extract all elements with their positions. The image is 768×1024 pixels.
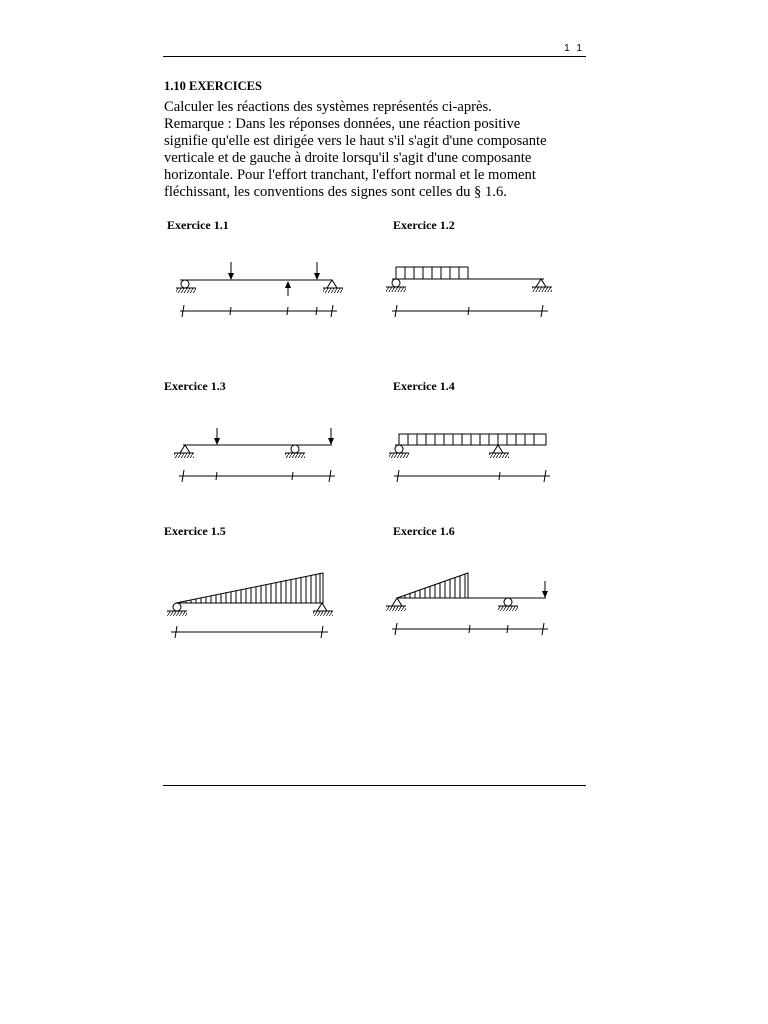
roller-support bbox=[181, 280, 189, 288]
exercise-1-1-diagram bbox=[176, 262, 343, 317]
pin-support bbox=[180, 445, 190, 453]
ground-hatch bbox=[532, 287, 552, 292]
roller-support bbox=[291, 445, 299, 453]
triangular-load bbox=[397, 573, 468, 598]
ground-hatch bbox=[174, 453, 194, 458]
roller-support bbox=[173, 603, 181, 611]
ground-hatch bbox=[498, 606, 518, 611]
exercise-1-3-title: Exercice 1.3 bbox=[164, 379, 226, 393]
intro-line: Remarque : Dans les réponses données, une réaction positive bbox=[164, 116, 521, 132]
ground-hatch bbox=[176, 288, 196, 293]
intro-line: verticale et de gauche à droite lorsqu'il s'agit d'une composante bbox=[164, 150, 532, 166]
section-title: 1.10 EXERCICES bbox=[164, 79, 262, 93]
ground-hatch bbox=[386, 606, 406, 611]
exercise-1-1-title: Exercice 1.1 bbox=[167, 218, 229, 232]
ground-hatch bbox=[323, 288, 343, 293]
exercise-1-6-title: Exercice 1.6 bbox=[393, 524, 455, 538]
roller-support bbox=[395, 445, 403, 453]
pin-support bbox=[327, 280, 337, 288]
exercise-1-2-title: Exercice 1.2 bbox=[393, 218, 455, 232]
exercise-1-4-title: Exercice 1.4 bbox=[393, 379, 455, 393]
intro-line: fléchissant, les conventions des signes sont celles du § 1.6. bbox=[164, 184, 507, 200]
roller-support bbox=[504, 598, 512, 606]
intro-line: horizontale. Pour l'effort tranchant, l'effort normal et le moment bbox=[164, 167, 536, 183]
footer-rule bbox=[163, 785, 586, 786]
intro-line: Calculer les réactions des systèmes représentés ci-après. bbox=[164, 99, 492, 115]
exercise-1-4-diagram bbox=[389, 434, 550, 482]
exercise-1-5-title: Exercice 1.5 bbox=[164, 524, 226, 538]
page-number: 1 1 bbox=[564, 43, 584, 54]
ground-hatch bbox=[389, 453, 409, 458]
distributed-load bbox=[399, 434, 546, 445]
ground-hatch bbox=[167, 611, 187, 616]
exercise-1-3-diagram bbox=[174, 428, 335, 482]
exercise-1-5-diagram bbox=[167, 573, 333, 638]
pin-support bbox=[392, 598, 402, 606]
intro-line: signifie qu'elle est dirigée vers le haut s'il s'agit d'une composante bbox=[164, 133, 547, 149]
ground-hatch bbox=[313, 611, 333, 616]
exercise-1-2-diagram bbox=[386, 267, 552, 317]
ground-hatch bbox=[489, 453, 509, 458]
ground-hatch bbox=[285, 453, 305, 458]
pin-support bbox=[536, 279, 546, 287]
pin-support bbox=[493, 445, 503, 453]
pin-support bbox=[317, 603, 327, 611]
exercise-1-6-diagram bbox=[386, 573, 548, 635]
ground-hatch bbox=[386, 287, 406, 292]
roller-support bbox=[392, 279, 400, 287]
